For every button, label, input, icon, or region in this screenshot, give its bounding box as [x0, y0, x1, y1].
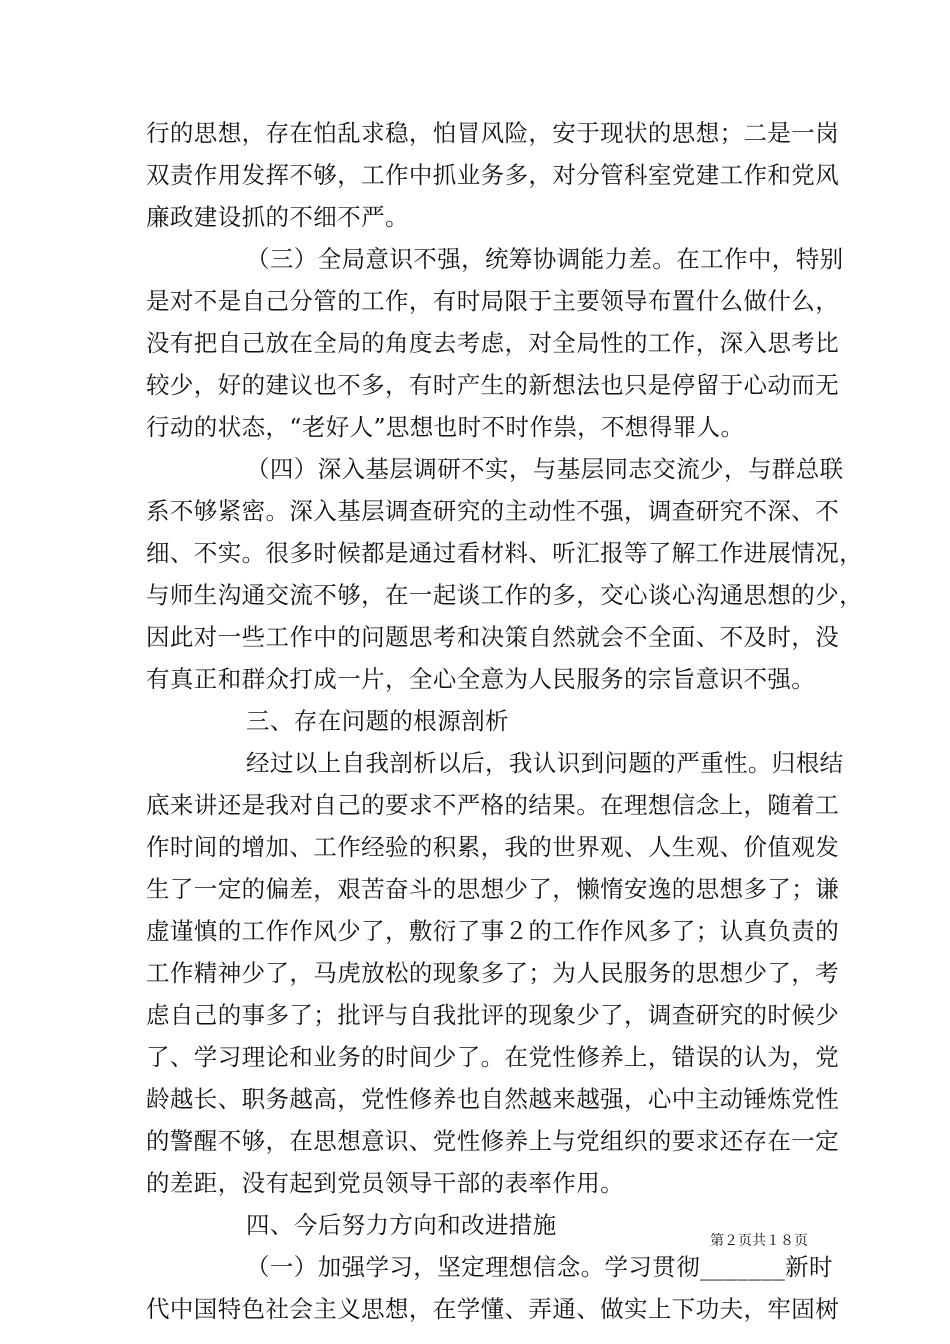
body-line: 工作精神少了，马虎放松的现象多了；为人民服务的思想少了，考	[146, 959, 840, 987]
body-line: 生了一定的偏差，艰苦奋斗的思想少了，懒惰安逸的思想多了；谦	[146, 875, 840, 903]
body-line: 作时间的增加、工作经验的积累，我的世界观、人生观、价值观发	[146, 833, 840, 861]
section-heading: 三、存在问题的根源剖析	[246, 707, 509, 735]
body-line: 双责作用发挥不够，工作中抓业务多，对分管科室党建工作和党风	[146, 161, 840, 189]
body-line: 有真正和群众打成一片，全心全意为人民服务的宗旨意识不强。	[146, 665, 816, 693]
body-line: 代中国特色社会主义思想，在学懂、弄通、做实上下功夫，牢固树	[146, 1295, 840, 1323]
body-line: 虑自己的事多了；批评与自我批评的现象少了，调查研究的时候少	[146, 1001, 840, 1029]
paragraph-start: （一）加强学习，坚定理想信念。学习贯彻_______新时	[246, 1253, 833, 1281]
body-line: 细、不实。很多时候都是通过看材料、听汇报等了解工作进展情况，	[146, 539, 863, 567]
body-line: 了、学习理论和业务的时间少了。在党性修养上，错误的认为，党	[146, 1043, 840, 1071]
body-line: 系不够紧密。深入基层调查研究的主动性不强，调查研究不深、不	[146, 497, 840, 525]
body-line: 较少，好的建议也不多，有时产生的新想法也只是停留于心动而无	[146, 371, 840, 399]
body-line: 行动的状态，“老好人”思想也时不时作祟，不想得罪人。	[146, 413, 745, 441]
paragraph-start: （四）深入基层调研不实，与基层同志交流少，与群总联	[246, 455, 844, 483]
body-line: 是对不是自己分管的工作，有时局限于主要领导布置什么做什么，	[146, 287, 840, 315]
paragraph-start: （三）全局意识不强，统筹协调能力差。在工作中，特别	[246, 245, 844, 273]
body-line: 龄越长、职务越高，党性修养也自然越来越强，心中主动锤炼党性	[146, 1085, 840, 1113]
body-line: 与师生沟通交流不够，在一起谈工作的多，交心谈心沟通思想的少，	[146, 581, 863, 609]
body-line: 的差距，没有起到党员领导干部的表率作用。	[146, 1169, 624, 1197]
body-line: 没有把自己放在全局的角度去考虑，对全局性的工作，深入思考比	[146, 329, 840, 357]
section-heading: 四、今后努力方向和改进措施	[246, 1211, 557, 1239]
body-line: 虚谨慎的工作作风少了，敷衍了事２的工作作风多了；认真负责的	[146, 917, 840, 945]
paragraph-start: 经过以上自我剖析以后，我认识到问题的严重性。归根结	[246, 749, 844, 777]
body-line: 因此对一些工作中的问题思考和决策自然就会不全面、不及时，没	[146, 623, 840, 651]
body-line: 的警醒不够，在思想意识、党性修养上与党组织的要求还存在一定	[146, 1127, 840, 1155]
body-line: 行的思想，存在怕乱求稳，怕冒风险，安于现状的思想；二是一岗	[146, 119, 840, 147]
body-line: 廉政建设抓的不细不严。	[146, 203, 409, 231]
body-line: 底来讲还是我对自己的要求不严格的结果。在理想信念上，随着工	[146, 791, 840, 819]
page-number: 第２页共１８页	[710, 1233, 808, 1249]
